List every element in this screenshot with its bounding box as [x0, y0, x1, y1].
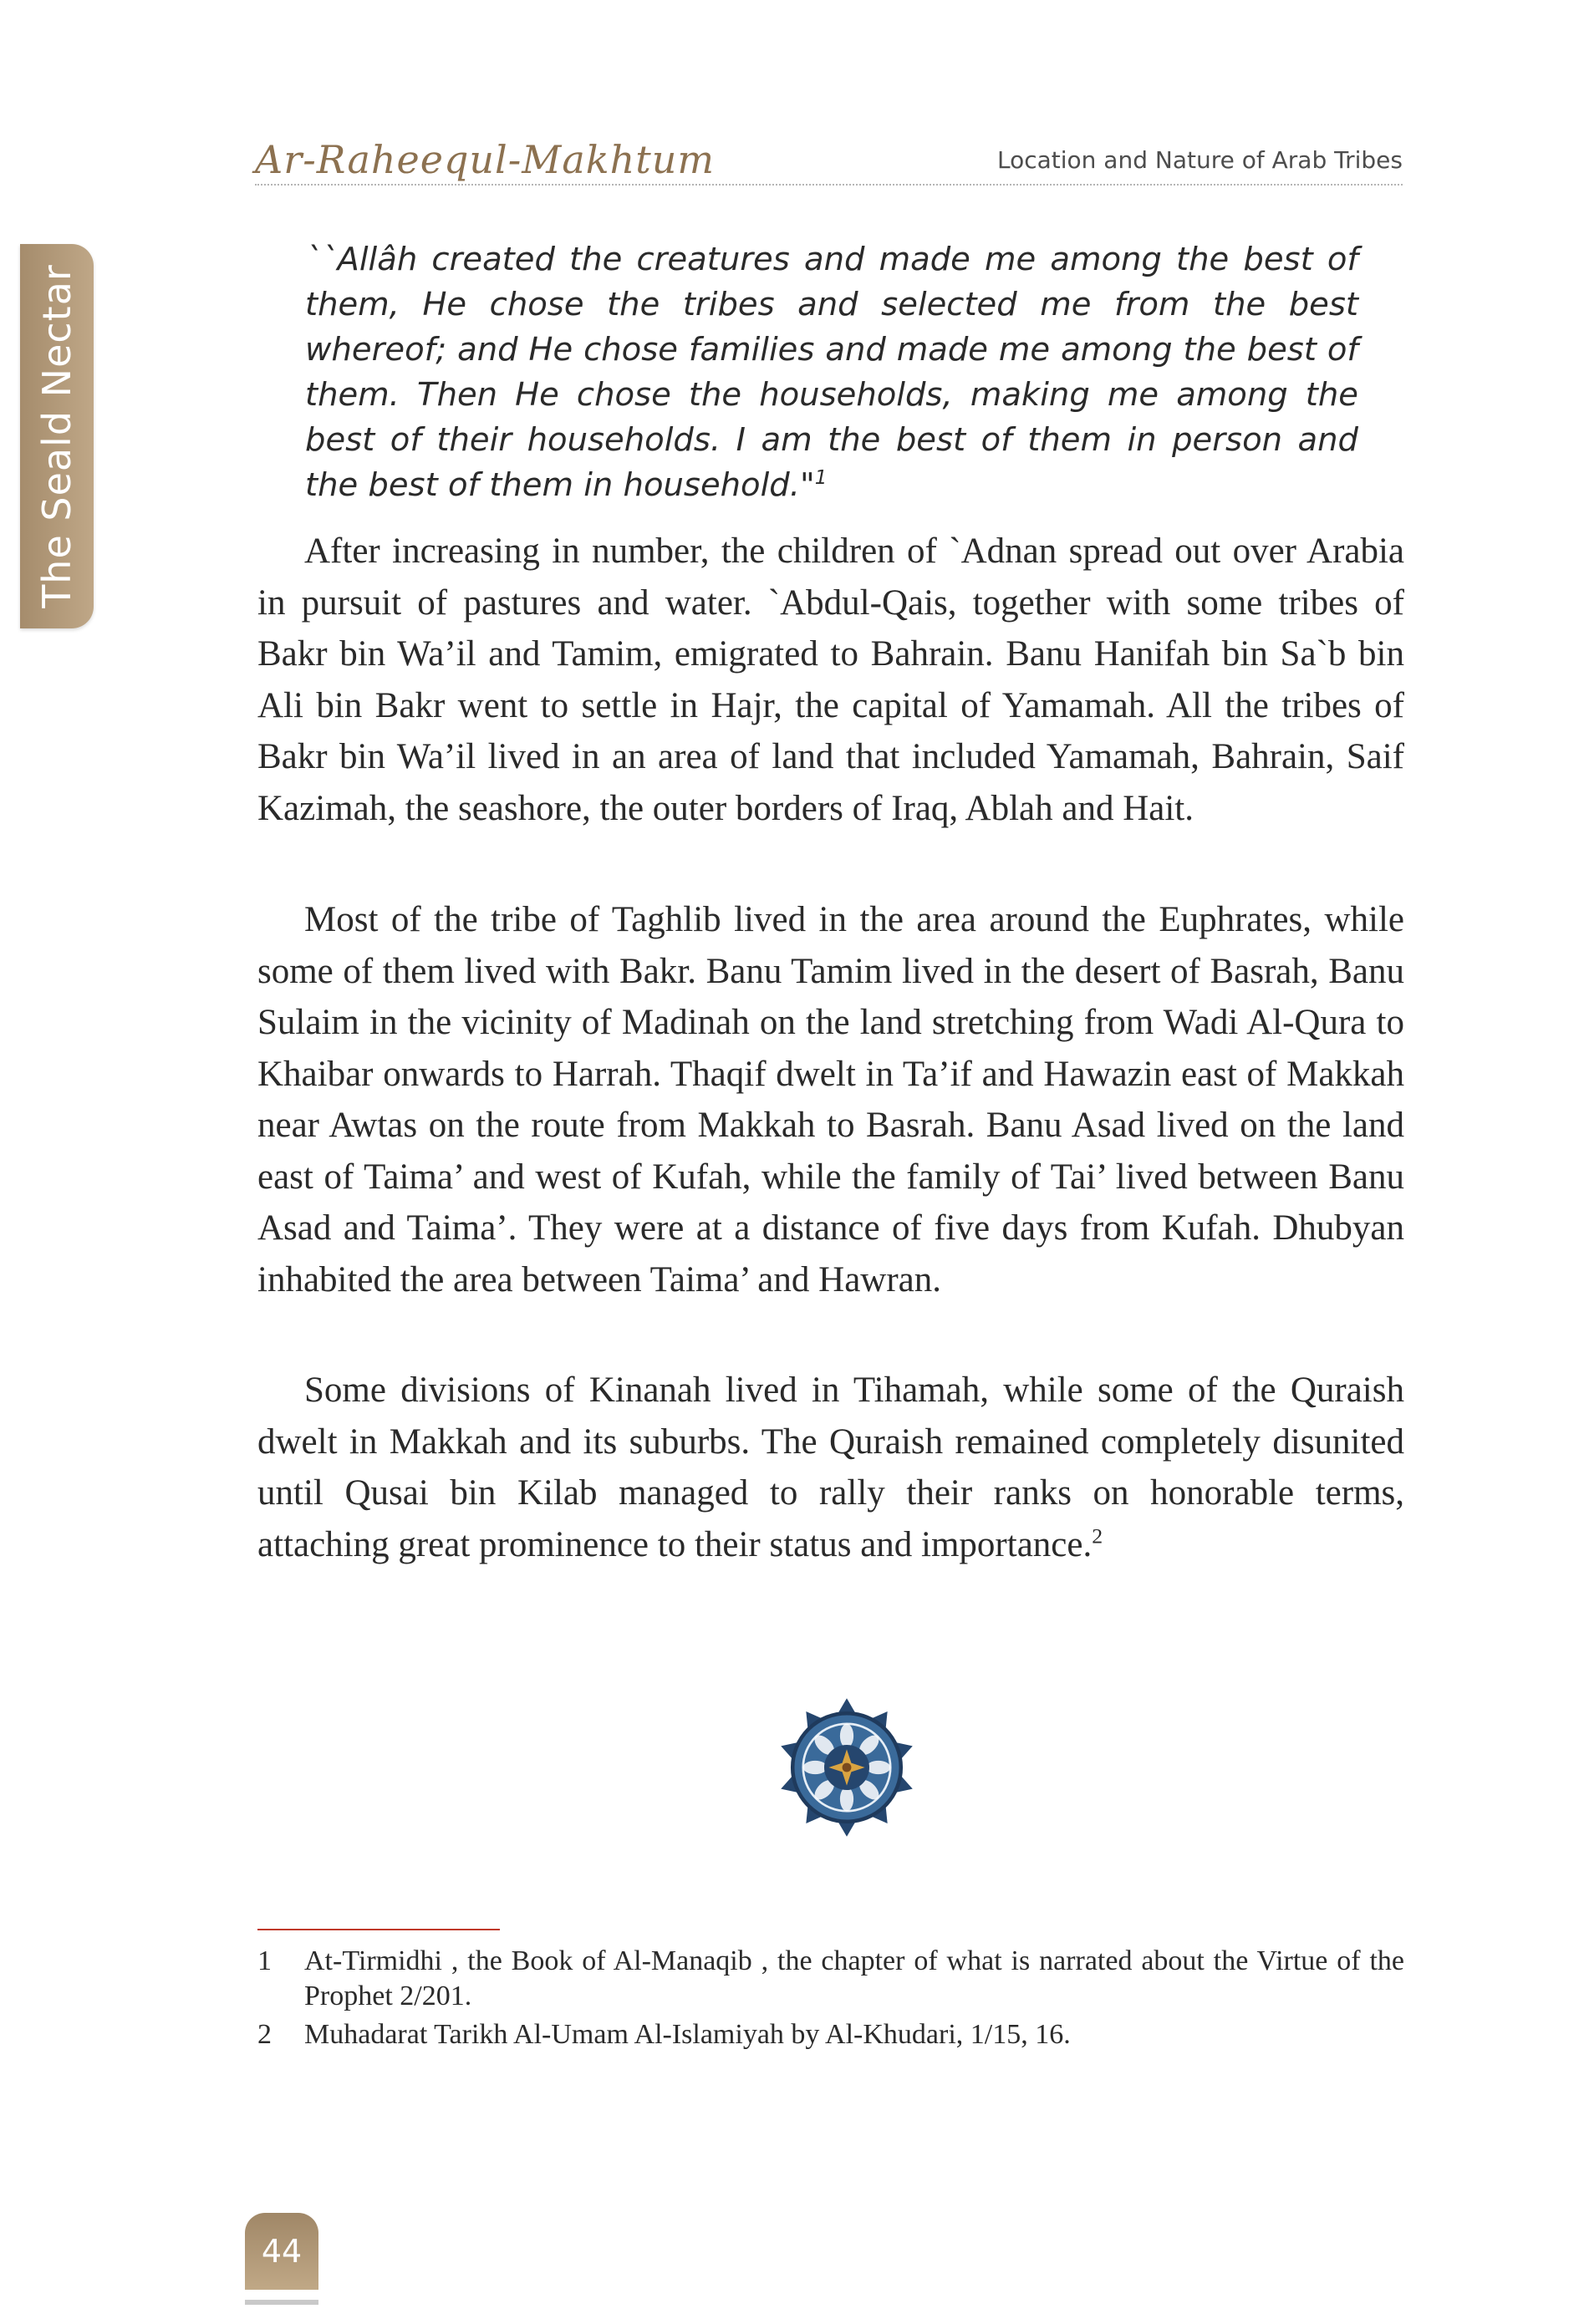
quote-text: ``Allâh created the creatures and made me among the best of them, He chose the tribes and selected me from the best whereof; and He chose families and made me among the best of them. Then He chose the households, making me among the best of their households. I am the best of them in person and the best of them in household." — [305, 241, 1358, 504]
hadith-quote — [305, 237, 1358, 508]
page-number-underline — [245, 2300, 318, 2305]
paragraph-2: Most of the tribe of Taghlib lived in the area around the Euphrates, while some of them lived with Bakr. Banu Tamim lived in the desert of Basrah, Banu Sulaim in the vicinity of Madinah on the land stretching from Wadi Al-Qura to Khaibar onwards to Harrah. Thaqif dwelt in Ta’if and Hawazin east of Makkah near Awtas on the route from Makkah to Basrah. Banu Asad lived on the land east of Taima’ and west of Kufah, while the family of Tai’ lived between Banu Asad and Taima’. They were at a distance of five days from Kufah. Dhubyan inhabited the area between Taima’ and Hawran. — [257, 900, 1404, 1299]
book-title: Ar-Raheequl-Makhtum — [255, 137, 716, 182]
footnote-ref-2[interactable]: 2 — [1092, 1523, 1103, 1548]
paragraph-1: After increasing in number, the children of `Adnan spread out over Arabia in pursuit of pastures and water. `Abdul-Qais, together with some tribes of Bakr bin Wa’il and Tamim, emigrated to Bahrain. Banu Hanifah bin Sa`b bin Ali bin Bakr went to settle in Hajr, the capital of Yamamah. All the tribes of Bakr bin Wa’il lived in an area of land that included Yamamah, Bahrain, Saif Kazimah, the seashore, the outer borders of Iraq, Ablah and Hait. — [257, 531, 1404, 828]
paragraph-3 — [257, 1365, 1404, 1570]
footnote-text: Muhadarat Tarikh Al-Umam Al-Islamiyah by Al-Khudari, 1/15, 16. — [304, 2019, 1071, 2050]
ornament-rosette-icon — [772, 1692, 922, 1843]
paragraph-3-text: Some divisions of Kinanah lived in Tihamah, while some of the Quraish dwelt in Makkah and its suburbs. The Quraish remained completely disunited until Qusai bin Kilab managed to rally their ranks on honorable terms, attaching great prominence to their status and importance. — [257, 1370, 1404, 1564]
footnote-number: 2 — [257, 2019, 272, 2050]
footnote-ref-1[interactable]: 1 — [814, 467, 828, 490]
footnote-1 — [257, 1944, 1404, 2014]
page-number: 44 — [245, 2213, 318, 2290]
chapter-title: Location and Nature of Arab Tribes — [996, 146, 1403, 174]
running-header — [255, 117, 1403, 186]
side-tab-label: The Seald Nectar — [34, 264, 79, 608]
footnote-number: 1 — [257, 1945, 272, 1976]
footnote-2 — [257, 2017, 1404, 2052]
footnote-text: At-Tirmidhi , the Book of Al-Manaqib , the chapter of what is narrated about the Virtue of the Prophet 2/201. — [304, 1945, 1404, 2011]
footnote-rule — [257, 1929, 500, 1930]
side-tab — [20, 244, 94, 628]
